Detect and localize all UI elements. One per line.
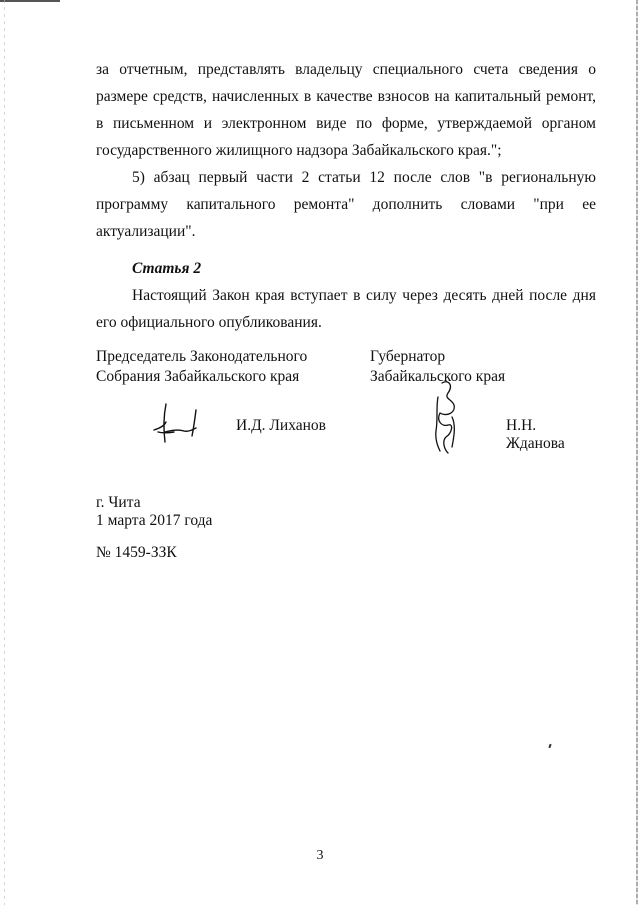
page-number: 3 — [316, 848, 324, 863]
governor-signature — [426, 377, 472, 457]
scan-edge-left — [4, 0, 5, 905]
chairman-title-line2: Собрания Забайкальского края — [96, 368, 300, 385]
chairman-name: И.Д. Лиханов — [236, 417, 326, 434]
chairman-title — [96, 347, 307, 387]
scan-speck — [548, 744, 551, 748]
law-number: № 1459-ЗЗК — [96, 544, 177, 561]
governor-title-line2: Забайкальского края — [370, 368, 506, 385]
scan-edge-right — [636, 0, 638, 905]
governor-title-line1: Губернатор — [370, 348, 446, 365]
paragraph-continuation: за отчетным, представлять владельцу специального счета сведения о размере средств, начисленных в качестве взносов на капитальный ремонт, в письменном и электронном виде по форме, утверждаемой органом государственного жилищного надзора Забайкальского края."; — [96, 61, 596, 159]
article-heading: Статья 2 — [132, 260, 202, 277]
paragraph-entry-into-force: Настоящий Закон края вступает в силу через десять дней после дня его официального опубликования. — [96, 287, 596, 331]
signature-block — [96, 347, 596, 467]
chairman-title-line1: Председатель Законодательного — [96, 348, 308, 365]
paragraph-amendment-5: 5) абзац первый части 2 статьи 12 после слов "в региональную программу капитального ремонта" дополнить словами "при ее актуализации". — [96, 169, 596, 240]
chairman-signature — [148, 402, 208, 447]
city: г. Чита — [96, 494, 141, 511]
scan-edge-top — [0, 0, 60, 2]
signing-date: 1 марта 2017 года — [96, 512, 213, 529]
place-and-date — [96, 494, 212, 530]
document-body — [96, 56, 596, 336]
governor-name: Н.Н. Жданова — [506, 417, 565, 452]
